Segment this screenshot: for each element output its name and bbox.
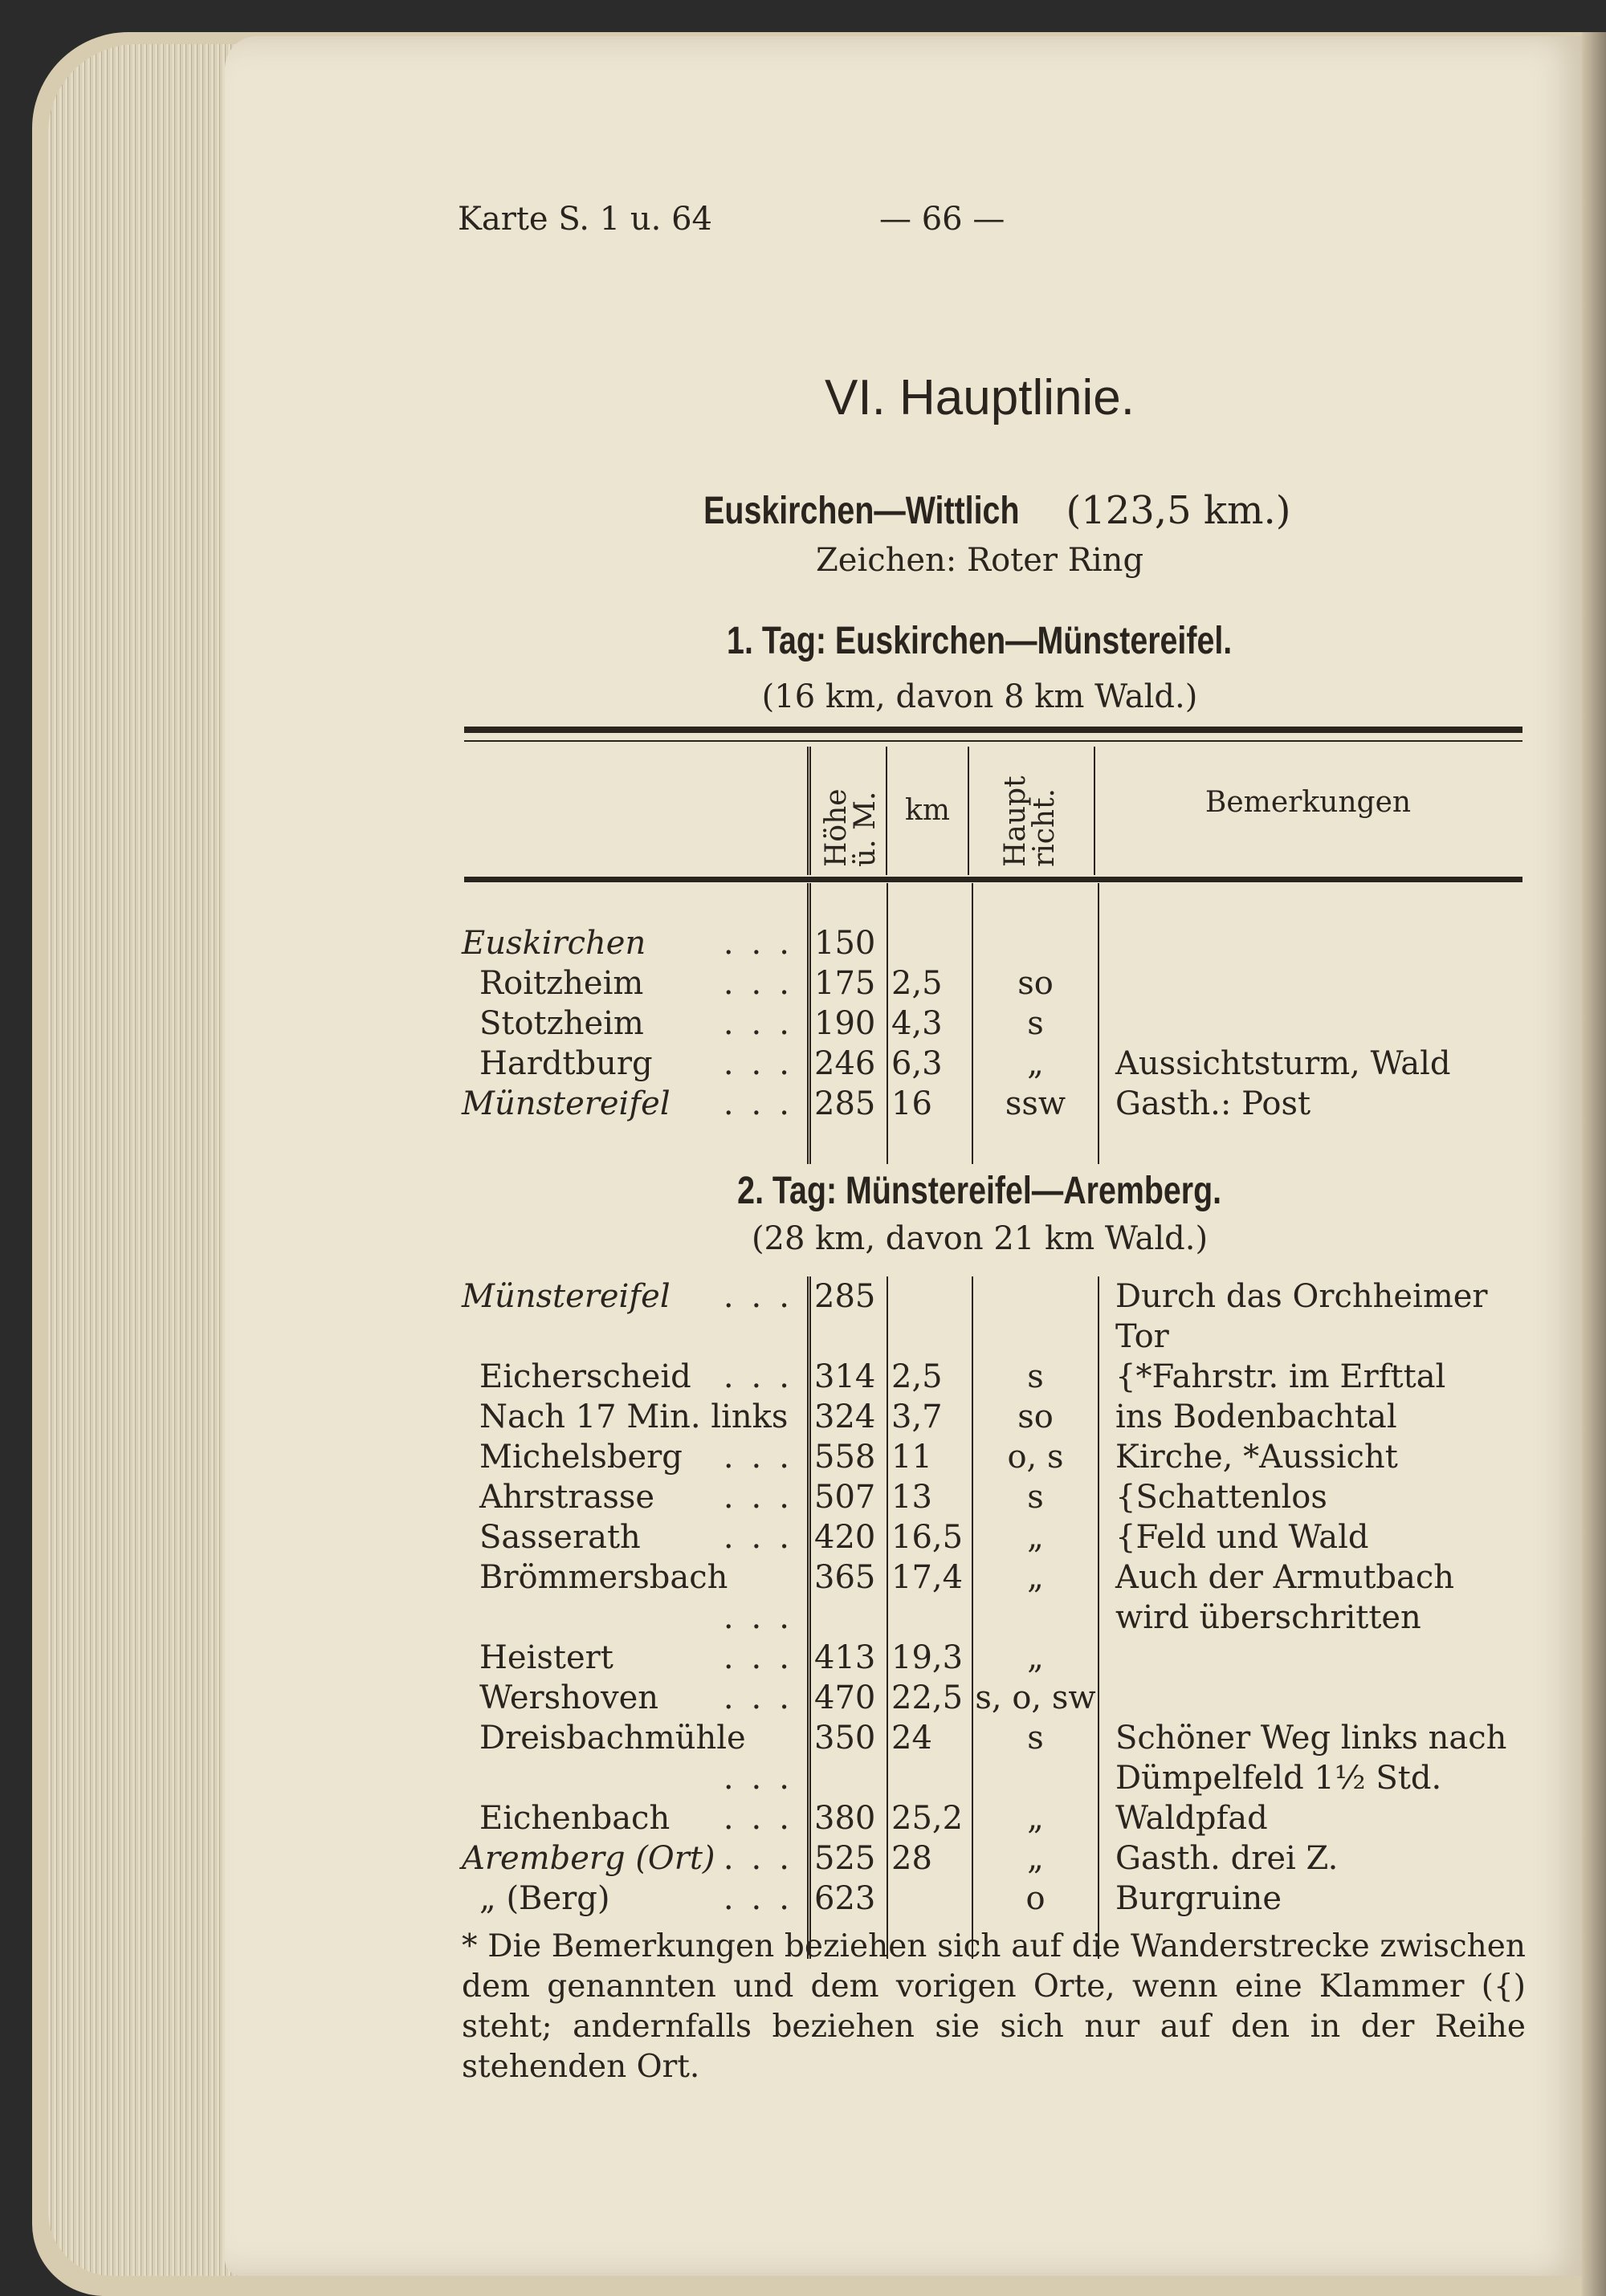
height-cell: 365 <box>809 1557 888 1638</box>
leader-dots: ... <box>723 1880 807 1917</box>
table-header-rule <box>464 877 1522 882</box>
direction-cell: ssw <box>972 1084 1099 1124</box>
day2-heading <box>0 1168 1606 1213</box>
direction-cell: s <box>972 1357 1099 1397</box>
leader-dots: ... <box>723 1439 807 1476</box>
place-cell <box>462 1838 809 1879</box>
leader-dots: ... <box>723 1045 807 1082</box>
place-name: Ahrstrasse <box>479 1479 655 1516</box>
height-cell: 350 <box>809 1718 888 1798</box>
route-heading <box>0 488 1606 533</box>
height-cell: 413 <box>809 1638 888 1678</box>
remark-cell: Auch der Armutbach wird überschritten <box>1099 1557 1533 1638</box>
day1-heading <box>0 618 1606 663</box>
direction-cell <box>972 1276 1099 1357</box>
height-cell: 525 <box>809 1838 888 1879</box>
direction-cell: s, o, sw <box>972 1678 1099 1718</box>
table-row <box>462 1437 1533 1477</box>
table-row <box>462 1557 1533 1638</box>
place-name: Münstereifel <box>462 1085 671 1122</box>
direction-cell <box>972 923 1099 963</box>
place-name: Hardtburg <box>479 1045 653 1082</box>
km-cell: 4,3 <box>887 1003 972 1044</box>
day1-table <box>462 883 1533 1164</box>
height-cell: 507 <box>809 1477 888 1517</box>
direction-cell: so <box>972 963 1099 1003</box>
col-remarks-header: Bemerkungen <box>1094 747 1521 875</box>
remark-cell: Gasth. drei Z. <box>1099 1838 1533 1879</box>
km-cell: 16 <box>887 1084 972 1124</box>
remark-cell: Waldpfad <box>1099 1798 1533 1838</box>
height-cell: 314 <box>809 1357 888 1397</box>
km-cell: 22,5 <box>887 1678 972 1718</box>
leader-dots: ... <box>723 965 807 1002</box>
remark-cell: Gasth.: Post <box>1099 1084 1533 1124</box>
place-cell <box>462 1879 809 1919</box>
place-cell <box>462 1517 809 1557</box>
day1-subheading: (16 km, davon 8 km Wald.) <box>761 678 1198 715</box>
footnote: * Die Bemerkungen beziehen sich auf die Wanderstrecke zwischen dem genannten und dem vorigen Orte, wenn eine Klammer ({) steht; andernfalls beziehen sie sich nur auf den in der Reihe stehenden Ort. <box>462 1928 1526 2085</box>
table-row <box>462 1084 1533 1124</box>
leader-dots: ... <box>723 925 807 962</box>
height-cell: 246 <box>809 1044 888 1084</box>
height-cell: 470 <box>809 1678 888 1718</box>
place-name: „ (Berg) <box>479 1880 610 1917</box>
leader-dots: ... <box>723 1358 807 1395</box>
place-cell <box>462 1557 809 1638</box>
leader-dots: ... <box>723 1679 807 1716</box>
section-title: VI. Hauptlinie. <box>825 370 1135 425</box>
col-direction-header <box>968 747 1094 875</box>
table-row <box>462 1357 1533 1397</box>
table-row <box>462 1003 1533 1044</box>
route-name: Euskirchen—Wittlich <box>703 490 1020 532</box>
place-cell <box>462 1718 809 1798</box>
place-name: Sasserath <box>479 1519 641 1556</box>
place-name: Eichenbach <box>479 1800 671 1837</box>
km-cell: 28 <box>887 1838 972 1879</box>
km-cell <box>887 1276 972 1357</box>
place-cell <box>462 1003 809 1044</box>
km-cell: 16,5 <box>887 1517 972 1557</box>
km-cell: 13 <box>887 1477 972 1517</box>
place-name: Eicherscheid <box>479 1358 691 1395</box>
height-cell: 420 <box>809 1517 888 1557</box>
place-cell <box>462 1638 809 1678</box>
direction-cell: „ <box>972 1638 1099 1678</box>
remark-cell: Burgruine <box>1099 1879 1533 1919</box>
remark-cell: Kirche, *Aussicht <box>1099 1437 1533 1477</box>
day2-table <box>462 1276 1533 1959</box>
table-row <box>462 1718 1533 1798</box>
direction-cell: o, s <box>972 1437 1099 1477</box>
remark-cell: {*Fahrstr. im Erfttal <box>1099 1357 1533 1397</box>
place-cell <box>462 923 809 963</box>
height-cell: 285 <box>809 1276 888 1357</box>
remark-cell <box>1099 1638 1533 1678</box>
place-name: Nach 17 Min. links <box>479 1398 789 1435</box>
leader-dots: ... <box>723 1800 807 1837</box>
remark-cell <box>1099 1678 1533 1718</box>
km-cell: 11 <box>887 1437 972 1477</box>
leader-dots: ... <box>723 1760 807 1797</box>
table-row <box>462 1276 1533 1357</box>
height-cell: 558 <box>809 1437 888 1477</box>
route-sign: Zeichen: Roter Ring <box>815 542 1144 579</box>
place-name: Brömmersbach <box>479 1559 728 1596</box>
leader-dots: ... <box>723 1840 807 1877</box>
remark-cell <box>1099 1003 1533 1044</box>
place-cell <box>462 1798 809 1838</box>
leader-dots: ... <box>723 1599 807 1636</box>
day2-subheading: (28 km, davon 21 km Wald.) <box>751 1220 1209 1257</box>
leader-dots: ... <box>723 1085 807 1122</box>
direction-cell: s <box>972 1477 1099 1517</box>
direction-cell: „ <box>972 1798 1099 1838</box>
height-cell: 380 <box>809 1798 888 1838</box>
leader-dots: ... <box>723 1278 807 1315</box>
remark-cell <box>1099 923 1533 963</box>
height-cell: 285 <box>809 1084 888 1124</box>
place-cell <box>462 1397 809 1437</box>
place-name: Aremberg (Ort) <box>462 1840 715 1877</box>
place-cell <box>462 1276 809 1357</box>
height-cell: 190 <box>809 1003 888 1044</box>
height-cell: 175 <box>809 963 888 1003</box>
table-row <box>462 1477 1533 1517</box>
table-row <box>462 1798 1533 1838</box>
place-name: Wershoven <box>479 1679 659 1716</box>
direction-cell: o <box>972 1879 1099 1919</box>
day2-heading-text: 2. Tag: Münstereifel—Aremberg. <box>737 1170 1222 1212</box>
table-row <box>462 963 1533 1003</box>
km-cell: 24 <box>887 1718 972 1798</box>
remark-cell: Aussichtsturm, Wald <box>1099 1044 1533 1084</box>
col-direction-label: Haupt richt. <box>999 776 1061 867</box>
remark-cell <box>1099 963 1533 1003</box>
place-cell <box>462 1084 809 1124</box>
km-cell <box>887 923 972 963</box>
table-row <box>462 1879 1533 1919</box>
place-cell <box>462 963 809 1003</box>
height-cell: 324 <box>809 1397 888 1437</box>
table-row <box>462 1838 1533 1879</box>
direction-cell: „ <box>972 1838 1099 1879</box>
table-row <box>462 1044 1533 1084</box>
place-name: Münstereifel <box>462 1278 671 1315</box>
place-name: Stotzheim <box>479 1005 644 1042</box>
table-row <box>462 1517 1533 1557</box>
km-cell: 6,3 <box>887 1044 972 1084</box>
place-name: Euskirchen <box>462 925 646 962</box>
col-height-header <box>807 747 887 875</box>
day1-heading-text: 1. Tag: Euskirchen—Münstereifel. <box>727 620 1233 662</box>
km-cell: 17,4 <box>887 1557 972 1638</box>
leader-dots: ... <box>723 1479 807 1516</box>
table-row <box>462 1397 1533 1437</box>
table-row <box>462 923 1533 963</box>
place-cell <box>462 1357 809 1397</box>
remark-cell: ins Bodenbachtal <box>1099 1397 1533 1437</box>
place-cell <box>462 1437 809 1477</box>
col-km-header: km <box>886 747 968 875</box>
remark-cell: {Feld und Wald <box>1099 1517 1533 1557</box>
height-cell: 623 <box>809 1879 888 1919</box>
place-cell <box>462 1044 809 1084</box>
direction-cell: „ <box>972 1044 1099 1084</box>
leader-dots: ... <box>723 1005 807 1042</box>
remark-cell: Schöner Weg links nach Dümpelfeld 1½ Std. <box>1099 1718 1533 1798</box>
direction-cell: „ <box>972 1557 1099 1638</box>
table-top-rule <box>464 727 1522 733</box>
leader-dots: ... <box>723 1519 807 1556</box>
table-top-thin-rule <box>464 740 1522 742</box>
remark-cell: Durch das Orchheimer Tor <box>1099 1276 1533 1357</box>
height-cell: 150 <box>809 923 888 963</box>
km-cell: 19,3 <box>887 1638 972 1678</box>
remark-cell: {Schattenlos <box>1099 1477 1533 1517</box>
place-name: Heistert <box>479 1639 613 1676</box>
table-row <box>462 1678 1533 1718</box>
place-name: Michelsberg <box>479 1439 683 1476</box>
route-length: (123,5 km.) <box>1066 488 1291 533</box>
page-number: — 66 — <box>879 201 1005 238</box>
leader-dots: ... <box>723 1639 807 1676</box>
map-reference: Karte S. 1 u. 64 <box>458 201 712 238</box>
km-cell: 2,5 <box>887 1357 972 1397</box>
place-name: Roitzheim <box>479 965 644 1002</box>
place-cell <box>462 1678 809 1718</box>
km-cell: 3,7 <box>887 1397 972 1437</box>
direction-cell: s <box>972 1003 1099 1044</box>
direction-cell: „ <box>972 1517 1099 1557</box>
col-height-label: Höhe ü. M. <box>820 788 882 867</box>
direction-cell: s <box>972 1718 1099 1798</box>
place-name: Dreisbachmühle <box>479 1720 746 1757</box>
table-row <box>462 1638 1533 1678</box>
km-cell: 25,2 <box>887 1798 972 1838</box>
km-cell <box>887 1879 972 1919</box>
place-cell <box>462 1477 809 1517</box>
direction-cell: so <box>972 1397 1099 1437</box>
km-cell: 2,5 <box>887 963 972 1003</box>
